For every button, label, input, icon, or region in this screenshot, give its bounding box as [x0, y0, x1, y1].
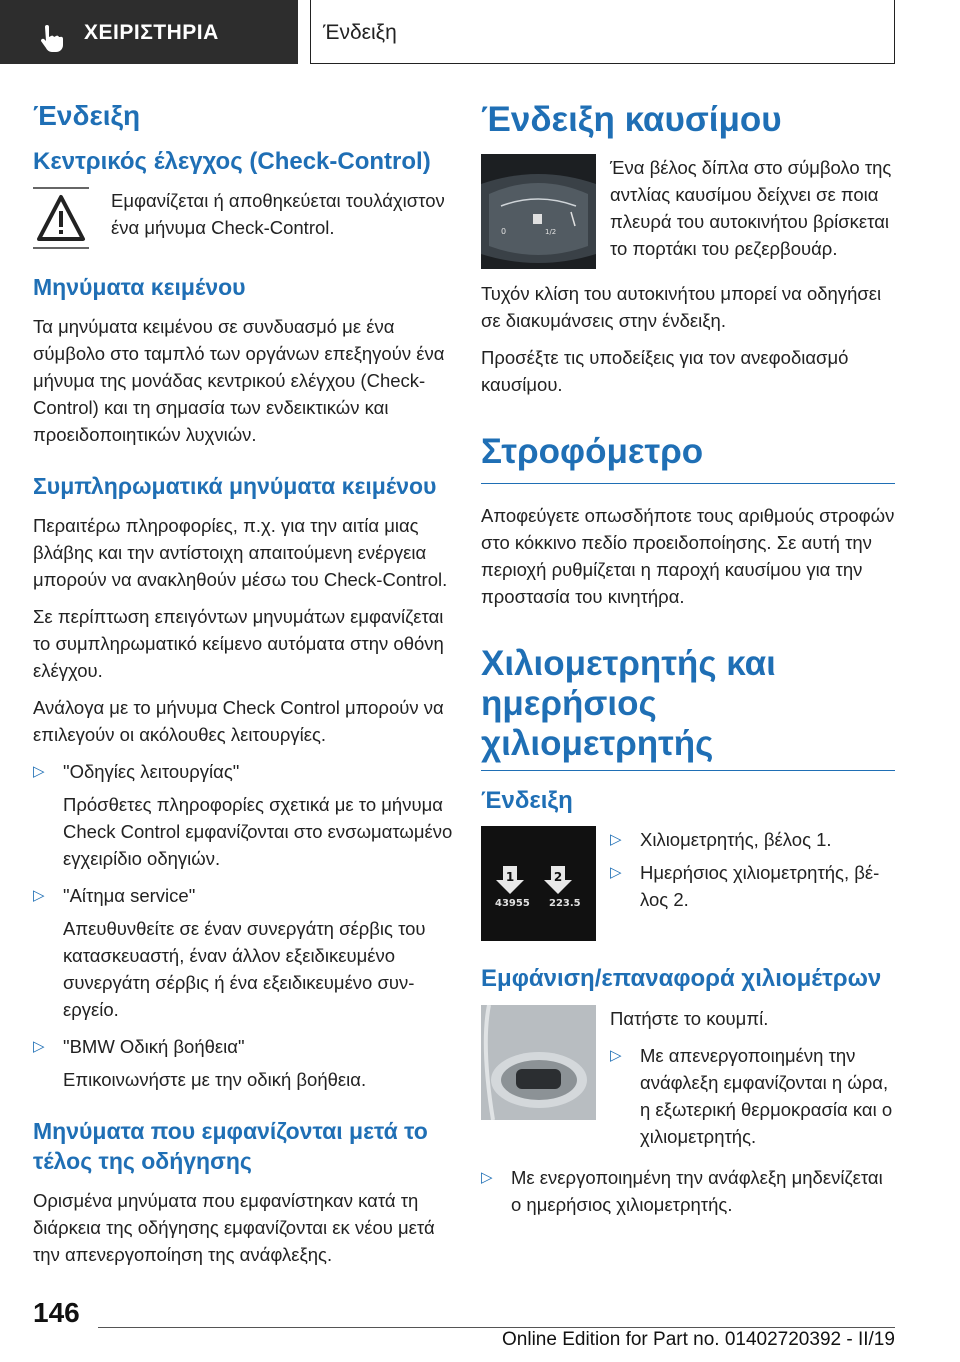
warning-triangle-icon — [33, 187, 89, 249]
trip-reset-button-image — [481, 1005, 596, 1120]
tachometer-title: Στροφόμετρο — [481, 432, 704, 472]
bullet-detail: Επικοινωνήστε με την οδική βοήθεια. — [63, 1069, 367, 1091]
fuel-text-1: Ένα βέλος δίπλα στο σύμβολο της αντλίας καυσίμου δείχνει σε ποια πλευρά του αυτοκινήτου βρίσκεται το πορτάκι του ρεζερβουάρ. — [610, 157, 892, 260]
supplementary-heading: Συμπληρωματικά μηνύματα κειμένου — [33, 473, 437, 500]
tachometer-text: Αποφεύγετε οπωσδήποτε τους αριθμούς στροφών στο κόκκινο πεδίο προειδοποίησης. Σε αυτή την περιοχή ρυθμίζεται η παροχή καυσίμου για την προστασία του κινητήρα. — [481, 504, 895, 607]
list-item — [610, 1042, 895, 1150]
gauge-half-label: 1/2 — [545, 228, 557, 237]
reset-row — [481, 1005, 895, 1156]
list-item — [610, 859, 895, 913]
fuel-gauge-image — [481, 154, 596, 269]
triangle-bullet-icon: ▷ — [610, 864, 622, 882]
list-item — [481, 1164, 895, 1218]
triangle-bullet-icon: ▷ — [33, 763, 45, 781]
check-control-row — [33, 187, 453, 251]
bullet-detail: Πρόσθετες πληροφορίες σχετικά με το μήνυμα Check Control εμφανίζονται στο ενσωματωμένο εγχειρίδιο οδηγιών. — [63, 794, 453, 870]
list-item — [33, 882, 453, 909]
after-trip-heading: Μηνύματα που εμφανίζονται μετά το τέλος της οδήγησης — [33, 1118, 428, 1175]
supplementary-text-3: Ανάλογα με το μήνυμα Check Control μπορούν να επιλεγούν οι ακόλουθες λειτουργίες. — [33, 697, 444, 746]
triangle-bullet-icon: ▷ — [610, 831, 622, 849]
odometer-image — [481, 826, 596, 941]
hand-pointer-icon — [36, 24, 66, 54]
section-tab — [310, 0, 895, 64]
bullet-label: "Αίτημα service" — [63, 885, 196, 907]
chapter-label: ΧΕΙΡΙΣΤΗΡΙΑ — [84, 21, 219, 44]
triangle-bullet-icon: ▷ — [33, 1038, 45, 1056]
trip-reading: 223.5 — [549, 898, 581, 910]
reset-heading: Εμφάνιση/επαναφορά χιλιομέτρων — [481, 965, 882, 993]
chapter-tab — [0, 0, 298, 64]
odometer-display-heading: Ένδειξη — [481, 787, 573, 815]
arrow-one-label: 1 — [505, 870, 515, 885]
triangle-bullet-icon: ▷ — [481, 1168, 493, 1186]
odometer-title: Χιλιομετρητής και ημερήσιος χιλιομετρητής — [481, 644, 895, 772]
check-control-text: Εμφανίζεται ή αποθηκεύεται τουλάχιστον ένα μήνυμα Check-Control. — [111, 190, 445, 239]
bullet-text: Ημερήσιος χιλιομετρητής, βέλος 2. — [640, 862, 880, 911]
left-column — [33, 100, 453, 1278]
edition-text: Online Edition for Part no. 01402720392 - II/19 — [502, 1329, 895, 1350]
check-control-heading: Κεντρικός έλεγχος (Check-Control) — [33, 148, 431, 176]
supplementary-text-1: Περαιτέρω πληροφορίες, π.χ. για την αιτία μιας βλάβης και την αντίστοιχη απαιτούμενη ενέργεια μπορούν να ανακληθούν μέσω του Check-Control. — [33, 515, 448, 591]
bullet-label: "BMW Οδική βοήθεια" — [63, 1036, 245, 1058]
bullet-label: "Οδηγίες λειτουργίας" — [63, 761, 240, 783]
fuel-gauge-title: Ένδειξη καυσίμου — [481, 100, 782, 139]
triangle-bullet-icon: ▷ — [33, 887, 45, 905]
section-label: Ένδειξη — [323, 21, 397, 44]
odometer-reading: 43955 — [495, 898, 530, 910]
display-title: Ένδειξη — [33, 100, 141, 131]
list-item — [33, 758, 453, 785]
odometer-row — [481, 826, 895, 941]
footer-divider — [98, 1327, 895, 1328]
list-item — [33, 1033, 453, 1060]
fuel-text-3: Προσέξτε τις υποδείξεις για τον ανεφοδιασμό καυσίμου. — [481, 347, 849, 396]
list-item — [610, 826, 895, 853]
after-trip-text: Ορισμένα μηνύματα που εμφανίστηκαν κατά τη διάρκεια της οδήγησης εμφανίζονται εκ νέου μετά την απενεργοποίηση της ανάφλεξης. — [33, 1189, 435, 1265]
fuel-text-2: Τυχόν κλίση του αυτοκινήτου μπορεί να οδηγήσει σε διακυμάνσεις στην ένδειξη. — [481, 283, 882, 332]
page-number: 146 — [33, 1297, 80, 1328]
text-messages-heading: Μηνύματα κειμένου — [33, 274, 246, 301]
gauge-zero-label: 0 — [501, 227, 507, 237]
fuel-gauge-row — [481, 154, 895, 272]
reset-intro: Πατήστε το κουμπί. — [610, 1007, 769, 1029]
text-messages-body: Τα μηνύματα κειμένου σε συνδυασμό με ένα σύμβολο στο ταμπλό των οργάνων επεξηγούν ένα μήνυμα της μονάδας κεντρικού ελέγχου (Check-Control) και τη σημασία των ενδεικτικών και προειδοποιητικών λυχνιών. — [33, 316, 445, 446]
bullet-detail: Απευθυνθείτε σε έναν συνεργάτη σέρβις του κατασκευαστή, έναν άλλον εξειδικευμένο συνεργάτη σέρβις ή ένα εξειδικευμένο συνεργείο. — [63, 918, 426, 1021]
arrow-two-label: 2 — [553, 870, 563, 885]
bullet-text: Χιλιομετρητής, βέλος 1. — [640, 829, 832, 851]
triangle-bullet-icon: ▷ — [610, 1046, 622, 1064]
supplementary-text-2: Σε περίπτωση επειγόντων μηνυμάτων εμφανίζεται το συμπληρωματικό κείμενο αυτόματα στην οθόνη ελέγχου. — [33, 606, 444, 682]
right-column — [481, 100, 895, 1224]
bullet-text: Με ενεργοποιημένη την ανάφλεξη μηδενίζεται ο ημερήσιος χιλιομετρητής. — [511, 1166, 883, 1215]
bullet-text: Με απενεργοποιημένη την ανάφλεξη εμφανίζονται η ώρα, η εξωτερική θερμοκρασία και ο χιλιομετρητής. — [640, 1044, 893, 1147]
